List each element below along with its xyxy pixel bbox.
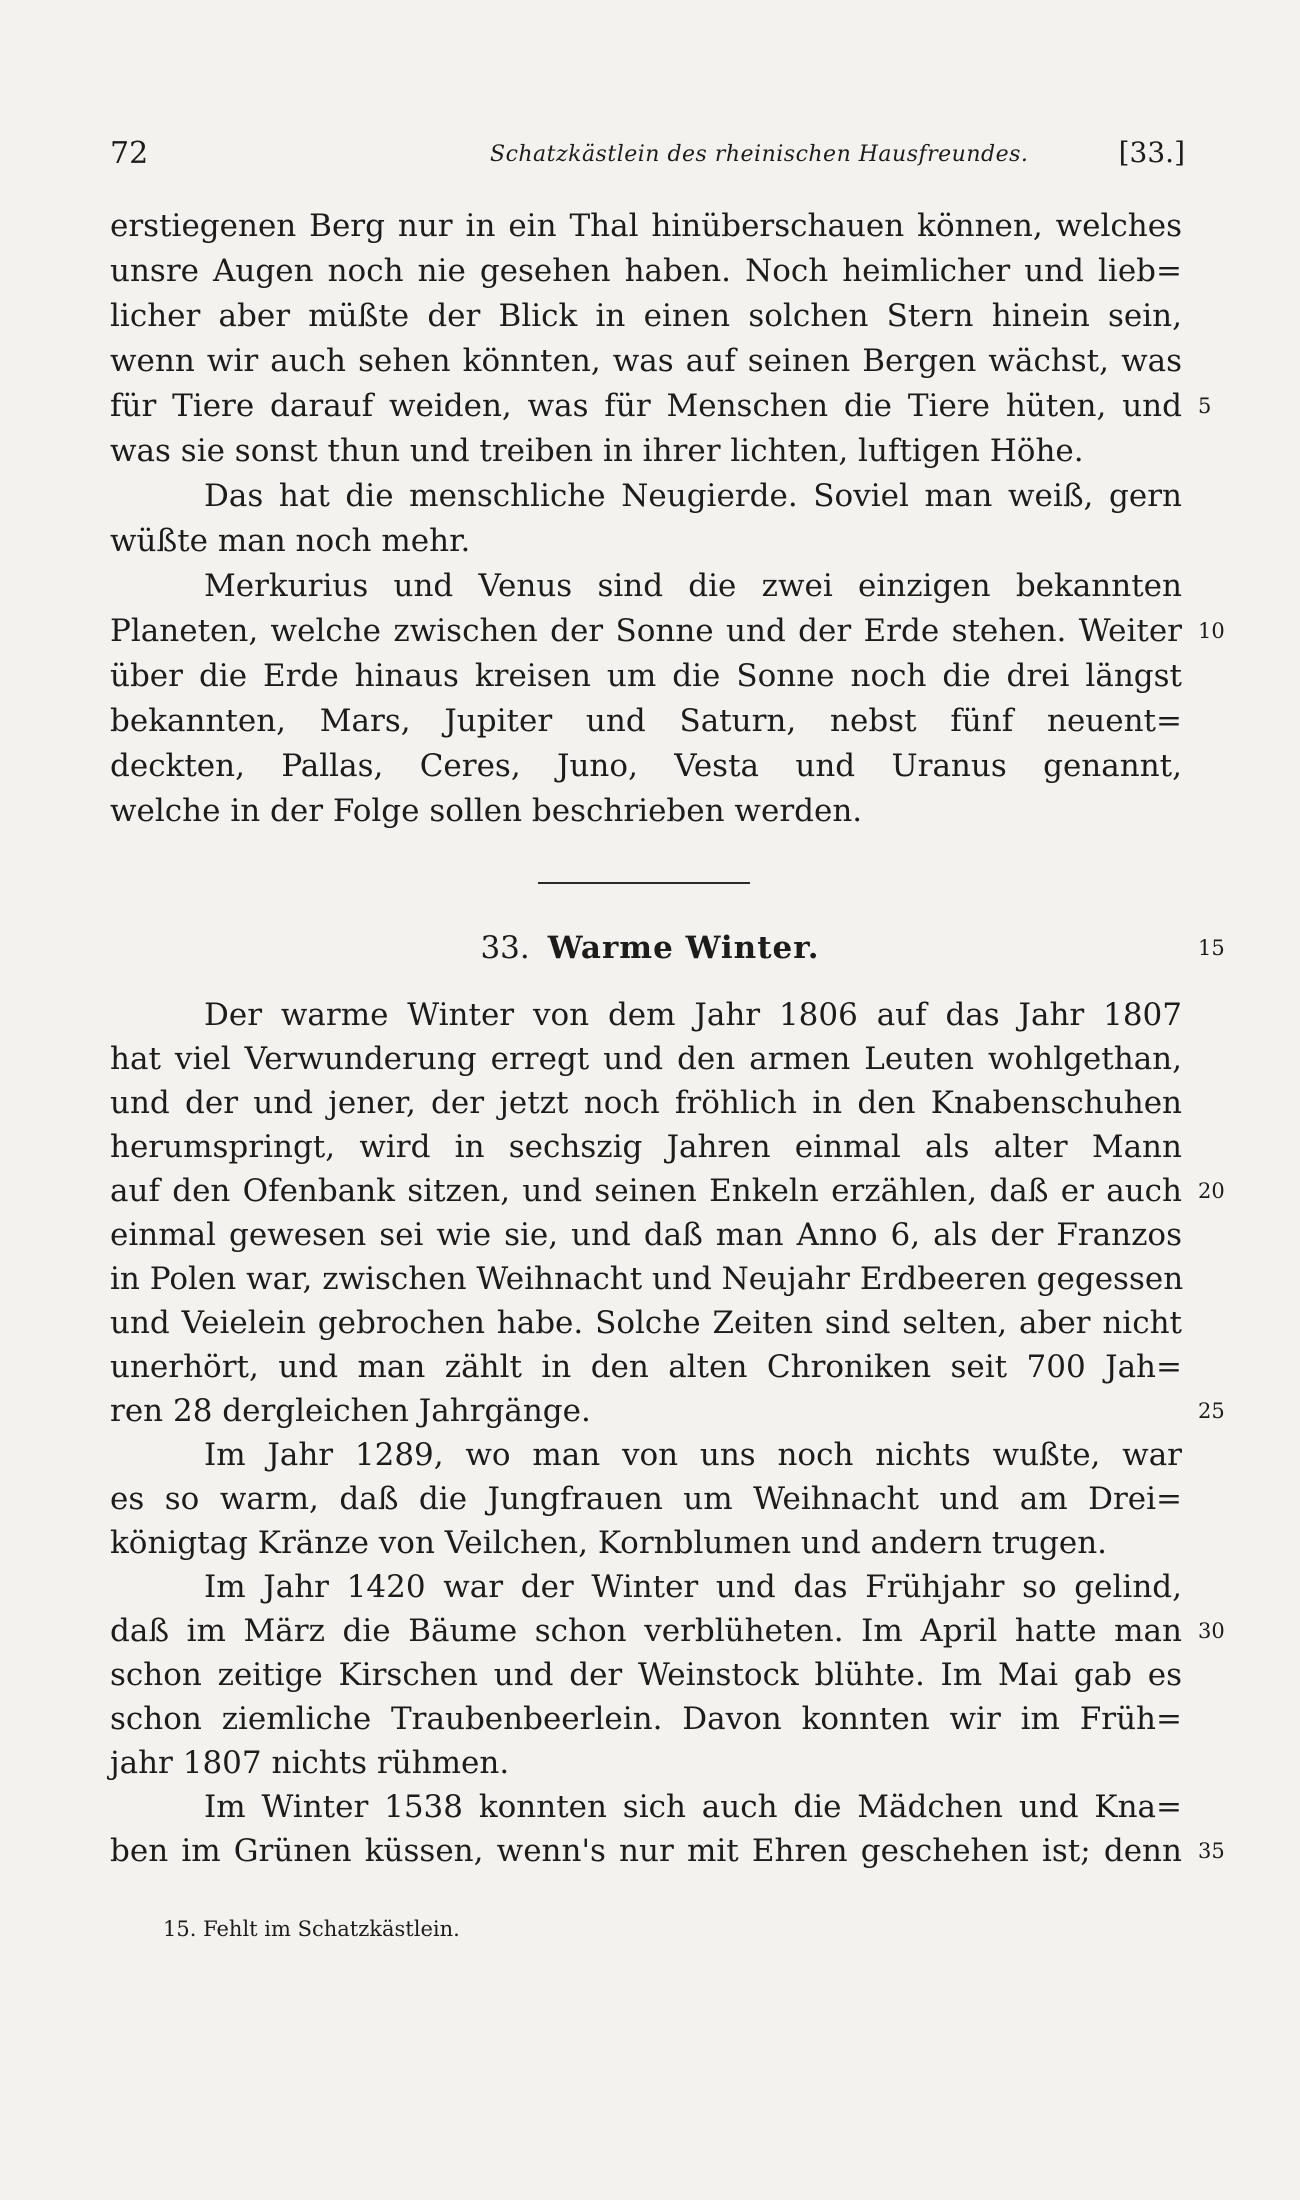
text-line: Im Jahr 1420 war der Winter und das Frühjahr so gelind, (204, 1569, 1182, 1605)
text-line: unerhört, und man zählt in den alten Chroniken seit 700 Jah= (110, 1349, 1182, 1385)
text-line: ren 28 dergleichen Jahrgänge. (110, 1393, 591, 1429)
text-line: Planeten, welche zwischen der Sonne und der Erde stehen. Weiter (110, 613, 1182, 649)
section-title: Warme Winter. (547, 930, 820, 966)
text-line: es so warm, daß die Jungfrauen um Weihnacht und am Drei= (110, 1481, 1182, 1517)
section-reference: [33.] (1118, 136, 1185, 169)
line-number: 15 (1198, 936, 1225, 960)
text-line: und der und jener, der jetzt noch fröhlich in den Knabenschuhen (110, 1085, 1182, 1121)
text-line: einmal gewesen sei wie sie, und daß man Anno 6, als der Franzos (110, 1217, 1182, 1253)
text-line: Der warme Winter von dem Jahr 1806 auf das Jahr 1807 (204, 997, 1182, 1033)
line-number: 35 (1198, 1839, 1225, 1863)
text-line: ben im Grünen küssen, wenn's nur mit Ehren geschehen ist; denn (110, 1833, 1182, 1869)
text-line: unsre Augen noch nie gesehen haben. Noch heimlicher und lieb= (110, 253, 1182, 289)
text-line: wüßte man noch mehr. (110, 523, 471, 559)
text-line: für Tiere darauf weiden, was für Menschen die Tiere hüten, und (110, 388, 1182, 424)
text-line: Im Jahr 1289, wo man von uns noch nichts wußte, war (204, 1437, 1182, 1473)
section-number: 33. (480, 930, 530, 966)
text-line: welche in der Folge sollen beschrieben werden. (110, 793, 863, 829)
text-line: schon zeitige Kirschen und der Weinstock blühte. Im Mai gab es (110, 1657, 1182, 1693)
text-line: königtag Kränze von Veilchen, Kornblumen und andern trugen. (110, 1525, 1108, 1561)
text-line: schon ziemliche Traubenbeerlein. Davon konnten wir im Früh= (110, 1701, 1182, 1737)
text-line: hat viel Verwunderung erregt und den armen Leuten wohlgethan, (110, 1041, 1182, 1077)
text-line: wenn wir auch sehen könnten, was auf seinen Bergen wächst, was (110, 343, 1182, 379)
text-line: über die Erde hinaus kreisen um die Sonne noch die drei längst (110, 658, 1182, 694)
text-line: daß im März die Bäume schon verblüheten. Im April hatte man (110, 1613, 1182, 1649)
text-line: herumspringt, wird in sechszig Jahren einmal als alter Mann (110, 1129, 1182, 1165)
text-line: Im Winter 1538 konnten sich auch die Mädchen und Kna= (204, 1789, 1182, 1825)
line-number: 10 (1198, 619, 1225, 643)
text-line: bekannten, Mars, Jupiter und Saturn, nebst fünf neuent= (110, 703, 1182, 739)
text-line: was sie sonst thun und treiben in ihrer lichten, luftigen Höhe. (110, 433, 1084, 469)
line-number: 30 (1198, 1619, 1225, 1643)
running-title: Schatzkästlein des rheinischen Hausfreundes. (490, 142, 1029, 167)
footnote: 15. Fehlt im Schatzkästlein. (163, 1917, 460, 1941)
page-header (110, 136, 1185, 176)
text-line: auf den Ofenbank sitzen, und seinen Enkeln erzählen, daß er auch (110, 1173, 1182, 1209)
text-line: in Polen war, zwischen Weihnacht und Neujahr Erdbeeren gegessen (110, 1261, 1184, 1297)
page-number: 72 (110, 136, 149, 171)
text-line: jahr 1807 nichts rühmen. (110, 1745, 510, 1781)
text-line: erstiegenen Berg nur in ein Thal hinüberschauen können, welches (110, 208, 1182, 244)
text-line: deckten, Pallas, Ceres, Juno, Vesta und Uranus genannt, (110, 748, 1182, 784)
section-divider (538, 882, 750, 884)
text-line: Merkurius und Venus sind die zwei einzigen bekannten (204, 568, 1182, 604)
line-number: 25 (1198, 1399, 1225, 1423)
text-line: licher aber müßte der Blick in einen solchen Stern hinein sein, (110, 298, 1182, 334)
section-heading (0, 928, 1300, 968)
text-line: Das hat die menschliche Neugierde. Soviel man weiß, gern (204, 478, 1182, 514)
line-number: 20 (1198, 1179, 1225, 1203)
text-line: und Veielein gebrochen habe. Solche Zeiten sind selten, aber nicht (110, 1305, 1182, 1341)
line-number: 5 (1198, 394, 1212, 418)
